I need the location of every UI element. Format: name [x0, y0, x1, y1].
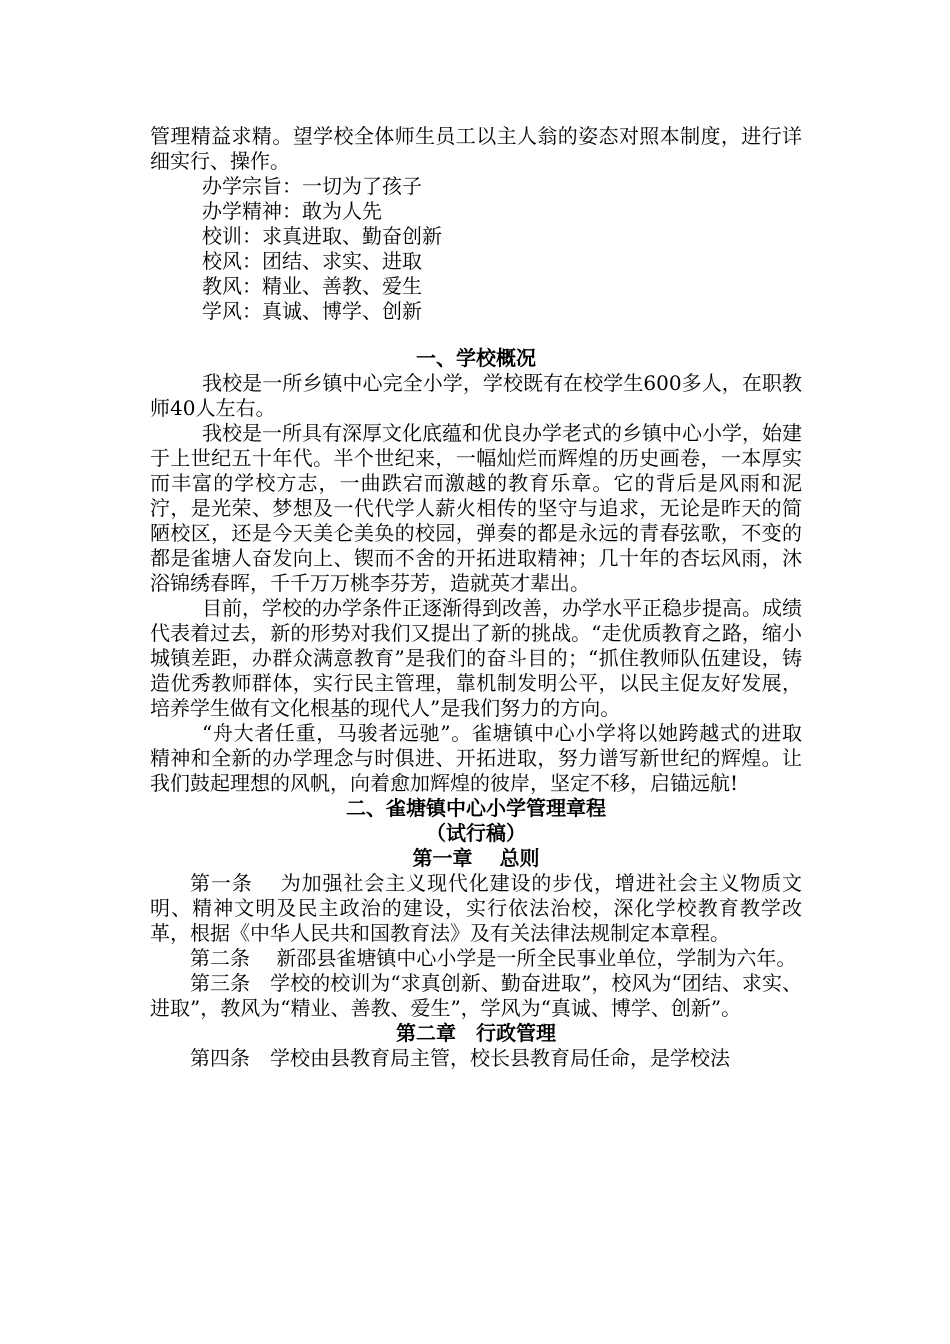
motto-mission: 办学宗旨：一切为了孩子 [202, 174, 422, 198]
section-1-paragraph: 我校是一所具有深厚文化底蕴和优良办学老式的乡镇中心小学，始建于上世纪五十年代。半个世纪来，一幅灿烂而辉煌的历史画卷，一本厚实而丰富的学校方志，一曲跌宕而激越的教育乐章。它的背后是风雨和泥泞，是光荣、梦想及一代代学人薪火相传的坚守与追求，无论是昨天的简陋校区，还是今天美仑美奂的校园，弹奏的都是永远的青春弦歌，不变的都是雀塘人奋发向上、锲而不舍的开拓进取精神；几十年的杏坛风雨，沐浴锦绣春晖，千千万万桃李芬芳，造就英才辈出。 [150, 421, 802, 595]
article-2: 第二条 新邵县雀塘镇中心小学是一所全民事业单位，学制为六年。 [190, 946, 797, 970]
section-1-heading: 一、学校概况 [416, 346, 536, 370]
motto-school-motto: 校训：求真进取、勤奋创新 [202, 224, 442, 248]
motto-school-style: 校风：团结、求实、进取 [202, 249, 422, 273]
motto-list [150, 174, 802, 324]
section-1-paragraph: 目前，学校的办学条件正逐渐得到改善，办学水平正稳步提高。成绩代表着过去，新的形势对我们又提出了新的挑战。“走优质教育之路，缩小城镇差距，办群众满意教育”是我们的奋斗目的；“抓住教师队伍建设，铸造优秀教师群体，实行民主管理，靠机制发明公平，以民主促友好发展，培养学生做有文化根基的现代人”是我们努力的方向。 [150, 596, 802, 720]
motto-study-style: 学风：真诚、博学、创新 [202, 299, 422, 323]
article-3: 第三条 学校的校训为“求真创新、勤奋进取”，校风为“团结、求实、进取”，教风为“精业、善教、爱生”，学风为“真诚、博学、创新”。 [150, 971, 802, 1020]
chapter-1-heading: 第一章 总则 [412, 846, 540, 870]
motto-teaching-style: 教风：精业、善教、爱生 [202, 274, 422, 298]
section-1-paragraph: 我校是一所乡镇中心完全小学，学校既有在校学生600多人，在职教师40人左右。 [150, 371, 802, 420]
section-1-paragraph: “舟大者任重，马骏者远驰”。雀塘镇中心小学将以她跨越式的进取精神和全新的办学理念与时俱进、开拓进取，努力谱写新世纪的辉煌。让我们鼓起理想的风帆，向着愈加辉煌的彼岸，坚定不移，启锚远航! [150, 721, 802, 795]
article-1: 第一条 为加强社会主义现代化建设的步伐，增进社会主义物质文明、精神文明及民主政治的建设，实行依法治校，深化学校教育教学改革，根据《中华人民共和国教育法》及有关法律法规制定本章程。 [150, 871, 802, 945]
document-page [150, 124, 802, 1071]
motto-spirit: 办学精神：敢为人先 [202, 199, 382, 223]
section-2-heading: 二、雀塘镇中心小学管理章程 [346, 796, 606, 820]
chapter-2-heading: 第二章 行政管理 [396, 1021, 556, 1045]
intro-continuation: 管理精益求精。望学校全体师生员工以主人翁的姿态对照本制度，进行详细实行、操作。 [150, 124, 802, 173]
section-2-subtitle: （试行稿） [426, 821, 526, 845]
article-4: 第四条 学校由县教育局主管，校长县教育局任命，是学校法 [190, 1046, 730, 1070]
